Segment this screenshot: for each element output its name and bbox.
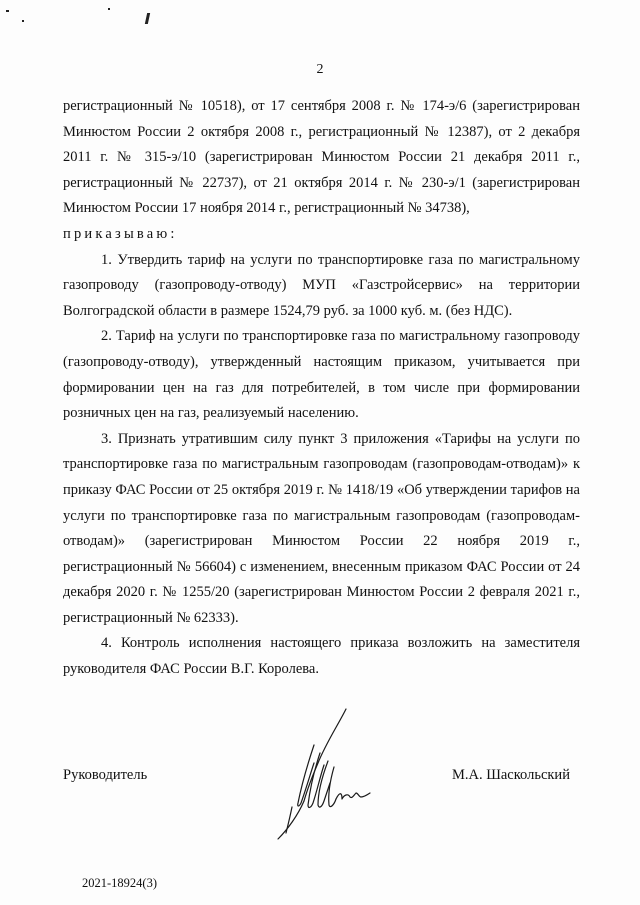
page-number: 2 <box>316 62 324 77</box>
paragraph-item-1: 1. Утвердить тариф на услуги по транспортировке газа по магистральному газопроводу (газопроводу-отводу) МУП «Газстройсервис» на территории Волгоградской области в размере 1524,79 руб. за 1000 куб. м. (без НДС). <box>63 251 580 319</box>
scan-tick <box>145 13 150 24</box>
signatory-name: М.А. Шаскольский <box>452 767 570 783</box>
paragraph-item-2: 2. Тариф на услуги по транспортировке газа по магистральному газопроводу (газопроводу-отводу), утвержденный настоящим приказом, учитывается при формировании цен на газ для потребителей, в том числе при формировании розничных цен на газ, реализуемый населению. <box>63 328 580 422</box>
signatory-role: Руководитель <box>63 767 148 783</box>
scan-dot <box>108 8 110 10</box>
handwritten-signature <box>268 705 378 845</box>
document-body <box>63 94 580 683</box>
scan-dot <box>6 10 9 12</box>
document-registration-code: 2021-18924(3) <box>82 876 157 890</box>
order-keyword: приказываю: <box>63 225 178 242</box>
paragraph-continuation: регистрационный № 10518), от 17 сентября 2008 г. № 174-э/6 (зарегистрирован Минюстом России 2 октября 2008 г., регистрационный № 12387), от 2 декабря 2011 г. № 315-э/10 (зарегистрирован Минюстом России 21 декабря 2011 г., регистрационный № 22737), от 21 октября 2014 г. № 230-э/1 (зарегистрирован Минюстом России 17 ноября 2014 г., регистрационный № 34738), <box>63 98 580 217</box>
scan-dot <box>22 20 24 22</box>
paragraph-item-3: 3. Признать утратившим силу пункт 3 приложения «Тарифы на услуги по транспортировке газа по магистральным газопроводам (газопроводам-отводам)» к приказу ФАС России от 25 октября 2019 г. № 1418/19 «Об утверждении тарифов на услуги по транспортировке газа по магистральным газопроводам (газопроводам-отводам)» (зарегистрирован Минюстом России 22 ноября 2019 г., регистрационный № 56604) с изменением, внесенным приказом ФАС России от 24 декабря 2020 г. № 1255/20 (зарегистрирован Минюстом России 2 февраля 2021 г., регистрационный № 62333). <box>63 430 580 626</box>
paragraph-item-4: 4. Контроль исполнения настоящего приказа возложить на заместителя руководителя ФАС России В.Г. Королева. <box>63 635 580 678</box>
